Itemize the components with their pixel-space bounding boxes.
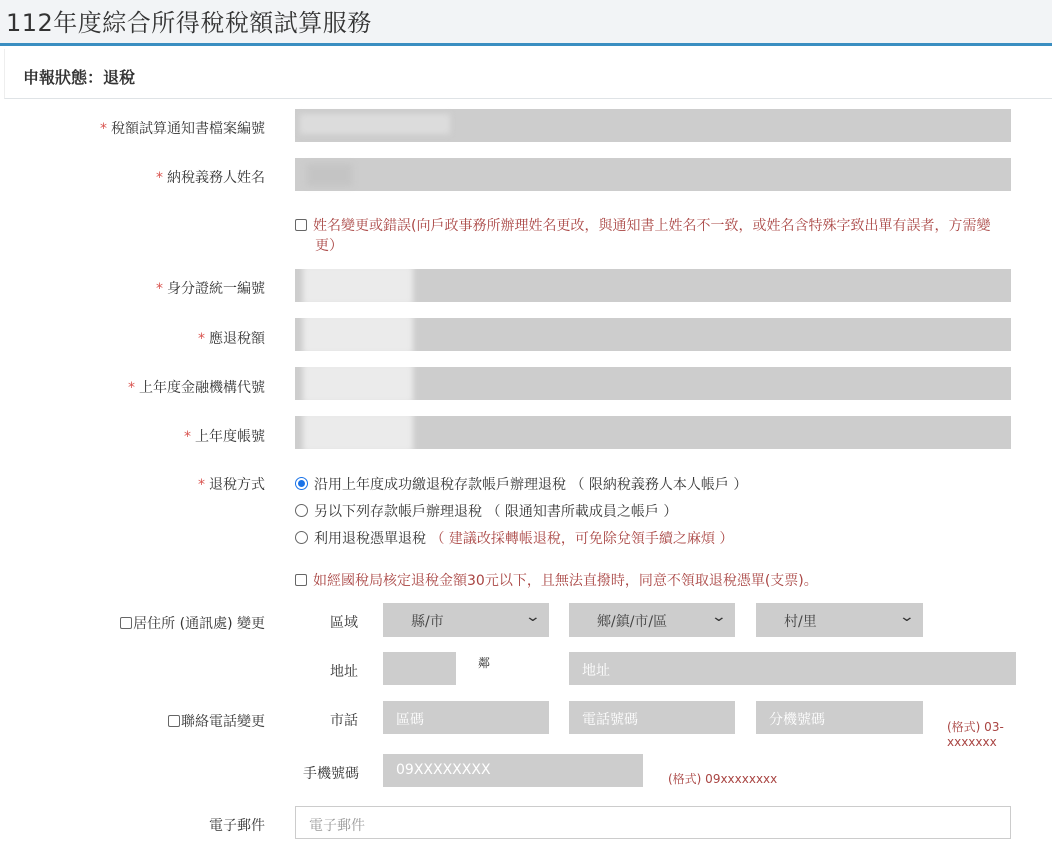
area-code-input[interactable]: [383, 701, 549, 734]
id-label: [156, 278, 265, 298]
method-label-text: 退稅方式: [209, 477, 265, 493]
radio[interactable]: [295, 531, 308, 544]
filing-status: 申報狀態：退稅: [23, 68, 136, 87]
checkbox[interactable]: [168, 715, 180, 727]
mobile-format-hint: (格式) 09xxxxxxxx: [668, 772, 778, 786]
file-no-label: [100, 118, 265, 138]
method-option-3-note: （ 建議改採轉帳退稅，可免除兌領手續之麻煩 ）: [430, 531, 734, 547]
bank-code-field[interactable]: [295, 367, 1011, 400]
township-select-value: 鄉/鎮/市/區: [597, 614, 668, 630]
name-change-checkbox[interactable]: [295, 216, 1000, 256]
method-option-1-text: 沿用上年度成功繳退稅存款帳戶辦理退稅: [314, 477, 566, 493]
taxpayer-name-label: [156, 167, 265, 187]
account-field[interactable]: [295, 416, 1011, 449]
chevron-down-icon: ⌄: [524, 609, 542, 625]
area-code-placeholder: 區碼: [396, 712, 424, 728]
masked-value: [303, 363, 413, 403]
chevron-down-icon: ⌄: [898, 609, 916, 625]
taxpayer-name-field[interactable]: [295, 158, 1011, 191]
required-mark: *: [128, 380, 135, 396]
masked-value: [307, 164, 352, 186]
masked-value: [303, 412, 413, 452]
email-input[interactable]: [295, 806, 1011, 839]
required-mark: *: [198, 331, 205, 347]
refund-label: [198, 328, 265, 348]
chevron-down-icon: ⌄: [710, 609, 728, 625]
neighborhood-input[interactable]: [383, 652, 456, 685]
county-select-value: 縣/市: [411, 614, 444, 630]
name-change-label-1: 姓名變更或錯誤(向戶政事務所辦理姓名更改，與通知書上姓名不一致，或姓名含特殊字致出單有誤者，方需變: [313, 218, 991, 234]
waive-checkbox[interactable]: [295, 570, 818, 590]
address-change-checkbox[interactable]: [120, 613, 265, 633]
file-no-label-text: 稅額試算通知書檔案編號: [111, 121, 265, 137]
village-select-value: 村/里: [784, 614, 817, 630]
account-label: [184, 426, 265, 446]
id-field[interactable]: [295, 269, 1011, 302]
radio[interactable]: [295, 504, 308, 517]
name-change-label-2: 更）: [315, 238, 343, 254]
refund-field[interactable]: [295, 318, 1011, 351]
phone-change-checkbox[interactable]: [168, 711, 265, 731]
file-no-field[interactable]: [295, 109, 1011, 142]
address-input[interactable]: [569, 652, 1016, 685]
village-select[interactable]: [756, 603, 923, 637]
checkbox[interactable]: [295, 574, 307, 586]
radio-selected[interactable]: [295, 477, 308, 490]
township-select[interactable]: [569, 603, 735, 637]
email-label: 電子郵件: [209, 818, 265, 834]
id-label-text: 身分證統一編號: [167, 281, 265, 297]
county-select[interactable]: [383, 603, 549, 637]
tel-number-input[interactable]: [569, 701, 735, 734]
bank-code-label: [128, 377, 265, 397]
taxpayer-name-label-text: 納稅義務人姓名: [167, 170, 265, 186]
method-label: [198, 474, 265, 494]
method-option-3-text: 利用退稅憑單退稅: [314, 531, 426, 547]
extension-placeholder: 分機號碼: [769, 712, 825, 728]
extension-input[interactable]: [756, 701, 923, 734]
masked-value: [303, 314, 413, 354]
area-label: 區域: [330, 615, 358, 631]
mobile-label: 手機號碼: [303, 766, 359, 782]
mobile-input[interactable]: [383, 754, 643, 787]
address-change-label: 居住所 (通訊處) 變更: [133, 616, 265, 632]
phone-change-label: 聯絡電話變更: [181, 714, 265, 730]
required-mark: *: [184, 429, 191, 445]
method-option-3[interactable]: [295, 528, 733, 548]
mobile-placeholder: 09XXXXXXXX: [396, 762, 491, 778]
waive-checkbox-label: 如經國稅局核定退稅金額30元以下，且無法直撥時，同意不領取退稅憑單(支票)。: [313, 573, 818, 589]
method-option-1[interactable]: [295, 474, 747, 494]
required-mark: *: [100, 121, 107, 137]
method-option-2-text: 另以下列存款帳戶辦理退稅: [314, 504, 482, 520]
tel-format-hint: (格式) 03-xxxxxxx: [947, 720, 1004, 749]
required-mark: *: [156, 170, 163, 186]
address-placeholder: 地址: [582, 663, 610, 679]
required-mark: *: [156, 281, 163, 297]
page-title: 112年度綜合所得稅稅額試算服務: [6, 9, 372, 37]
required-mark: *: [198, 477, 205, 493]
tel-number-placeholder: 電話號碼: [582, 712, 638, 728]
checkbox[interactable]: [120, 617, 132, 629]
bank-code-label-text: 上年度金融機構代號: [139, 380, 265, 396]
masked-value: [303, 265, 413, 305]
email-placeholder: 電子郵件: [309, 818, 365, 834]
status-bar: [4, 49, 1052, 99]
method-option-2[interactable]: [295, 501, 677, 521]
method-option-1-note: （ 限納稅義務人本人帳戶 ）: [570, 477, 748, 493]
masked-value: [300, 114, 450, 134]
account-label-text: 上年度帳號: [195, 429, 265, 445]
checkbox[interactable]: [295, 219, 307, 231]
method-option-2-note: （ 限通知書所載成員之帳戶 ）: [486, 504, 678, 520]
refund-label-text: 應退稅額: [209, 331, 265, 347]
page-header: [0, 0, 1052, 46]
tel-label: 市話: [330, 713, 358, 729]
address-label: 地址: [330, 664, 358, 680]
neighborhood-label: 鄰: [478, 656, 491, 670]
